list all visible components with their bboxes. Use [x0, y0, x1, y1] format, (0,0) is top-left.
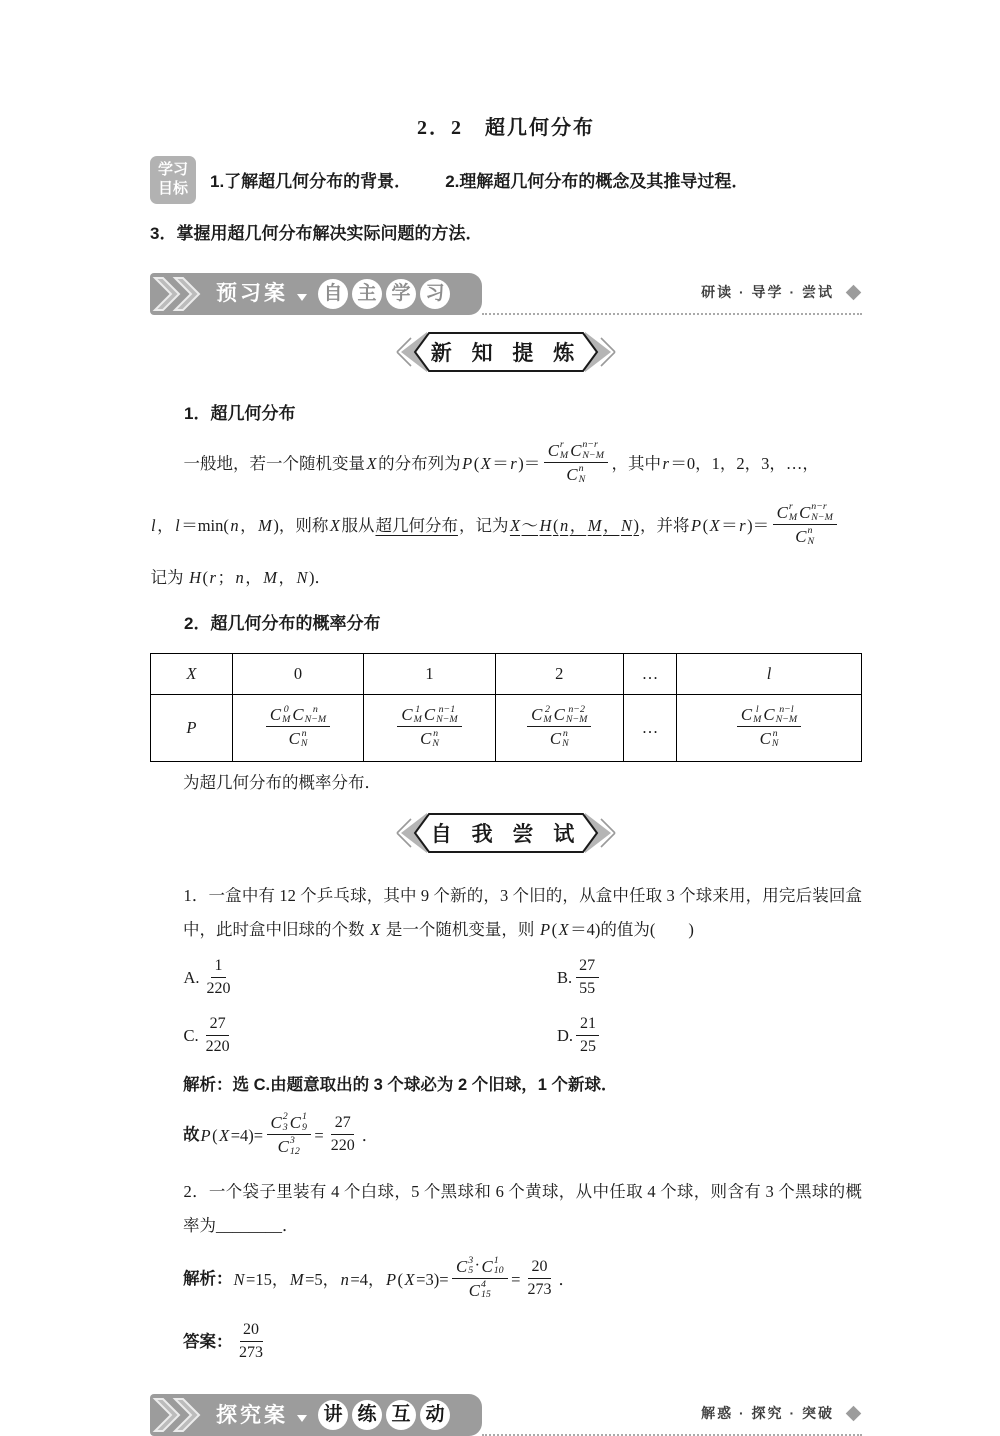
table-cell-prob-1: C 1 M C n−1 N−M C n N — [364, 694, 496, 761]
banner-explore-subtitle: 解惑 · 探究 · 突破 — [701, 1405, 834, 1422]
table-header-ellipsis: … — [623, 653, 676, 694]
table-cell-p: P — [151, 694, 233, 761]
hexagon-badge-icon — [381, 810, 631, 856]
banner-explore-title: 探究案 — [216, 1403, 288, 1427]
banner-circle-char: 自 — [318, 279, 348, 309]
hexagon-badge-icon — [381, 329, 631, 375]
table-header-x: X — [151, 653, 233, 694]
knowledge-paragraph-3: 记为 H(r；n，M，N)． — [150, 567, 331, 587]
table-note: 为超几何分布的概率分布． — [183, 772, 381, 792]
dashed-rule — [482, 1394, 862, 1436]
banner-explore-bar — [150, 1394, 482, 1436]
banner-circle-char: 习 — [420, 279, 450, 309]
objective-item-1: 1.了解超几何分布的背景． — [210, 172, 412, 191]
table-header-0: 0 — [232, 653, 364, 694]
option-d: D. $\frac{21}{25}$ — [556, 1014, 862, 1058]
option-a: A. $\frac{1}{220}$ — [183, 956, 231, 997]
diamond-icon — [846, 1406, 862, 1422]
distribution-table — [150, 653, 862, 762]
banner-circle-char: 练 — [352, 1400, 382, 1430]
diamond-icon — [846, 284, 862, 300]
table-cell-prob-l: C l M C n−l N−M C n N — [677, 694, 862, 761]
caret-down-icon — [297, 1415, 307, 1422]
banner-preview-bar — [150, 273, 482, 315]
banner-circle-char: 讲 — [318, 1400, 348, 1430]
question-1-options — [150, 956, 862, 1058]
learning-objectives — [150, 156, 862, 204]
table-header-l: l — [677, 653, 862, 694]
table-cell-ellipsis: … — [623, 694, 676, 761]
banner-circle-char: 互 — [386, 1400, 416, 1430]
caret-down-icon — [297, 294, 307, 301]
question-2-analysis: 解析： N =15， M =5， n =4， P ( X =3)= C 3 5 · C 1 10 C 4 15 = $\frac{20}{273}$ ． — [183, 1254, 575, 1301]
objectives-badge — [150, 156, 196, 204]
double-chevron-icon — [150, 1394, 212, 1436]
knowledge-heading-1: 1．超几何分布 — [184, 403, 296, 423]
double-chevron-icon — [150, 273, 212, 315]
objectives-badge-line1: 学习 — [157, 161, 188, 179]
objective-item-2: 2.理解超几何分布的概念及其推导过程． — [445, 172, 749, 191]
banner-preview-section — [150, 273, 862, 315]
option-c: C. $\frac{27}{220}$ — [183, 1014, 230, 1055]
objectives-line1 — [210, 156, 748, 195]
table-cell-prob-2: C 2 M C n−2 N−M C n N — [495, 694, 623, 761]
banner-circle-char: 主 — [352, 279, 382, 309]
question-1-text: 1．一盒中有 12 个乒乓球，其中 9 个新的，3 个旧的，从盒中任取 3 个球来用，用完后装回盒中，此时盒中旧球的个数 X 是一个随机变量，则 P(X＝4)的值为( ) — [183, 885, 863, 939]
question-2-answer: 答案： $\frac{20}{273}$ — [183, 1320, 263, 1361]
banner-preview-title: 预习案 — [216, 282, 288, 306]
table-cell-prob-0: C 0 M C n N−M C n N — [232, 694, 364, 761]
new-knowledge-badge-label: 新 知 提 炼 — [430, 342, 582, 366]
option-b: B. $\frac{27}{55}$ — [556, 956, 862, 1000]
table-row — [151, 694, 862, 761]
question-1-solution: 故 P ( X =4)= C 2 3 C 1 9 C 3 12 = $\frac{27}{220}$ ． — [183, 1111, 379, 1157]
self-try-badge — [150, 810, 862, 864]
new-knowledge-badge — [150, 329, 862, 383]
knowledge-heading-2: 2．超几何分布的概率分布 — [184, 613, 381, 633]
banner-explore-section — [150, 1394, 862, 1436]
dashed-rule — [482, 273, 862, 315]
objectives-badge-line2: 目标 — [157, 180, 188, 197]
page-title: 2．2 超几何分布 — [417, 117, 595, 139]
table-header-2: 2 — [495, 653, 623, 694]
banner-circle-char: 学 — [386, 279, 416, 309]
table-row — [151, 653, 862, 694]
knowledge-paragraph-1: 一般地，若一个随机变量 X 的分布列为 P ( X ＝ r )＝ C r M C n−r N−M C n N ，其中 r ＝0，1，2，3，…， — [183, 439, 819, 485]
self-try-badge-label: 自 我 尝 试 — [430, 823, 582, 847]
knowledge-paragraph-2: l ， l ＝min( n ， M )，则称 X 服从 超几何分布 ，记为 X～H(n，M，N) ，并将 P ( X ＝ r )＝ C r M C n−r N−M C n N — [150, 501, 862, 551]
objective-item-3: 3．掌握用超几何分布解决实际问题的方法． — [150, 224, 483, 243]
banner-circle-char: 动 — [420, 1400, 450, 1430]
question-2-text: 2．一个袋子里装有 4 个白球，5 个黑球和 6 个黄球，从中任取 4 个球，则含有 3 个黑球的概率为________． — [183, 1181, 862, 1235]
table-header-1: 1 — [364, 653, 496, 694]
banner-preview-subtitle: 研读 · 导学 · 尝试 — [701, 283, 834, 300]
question-1-analysis: 解析：选 C.由题意取出的 3 个球必为 2 个旧球，1 个新球． — [183, 1076, 618, 1095]
